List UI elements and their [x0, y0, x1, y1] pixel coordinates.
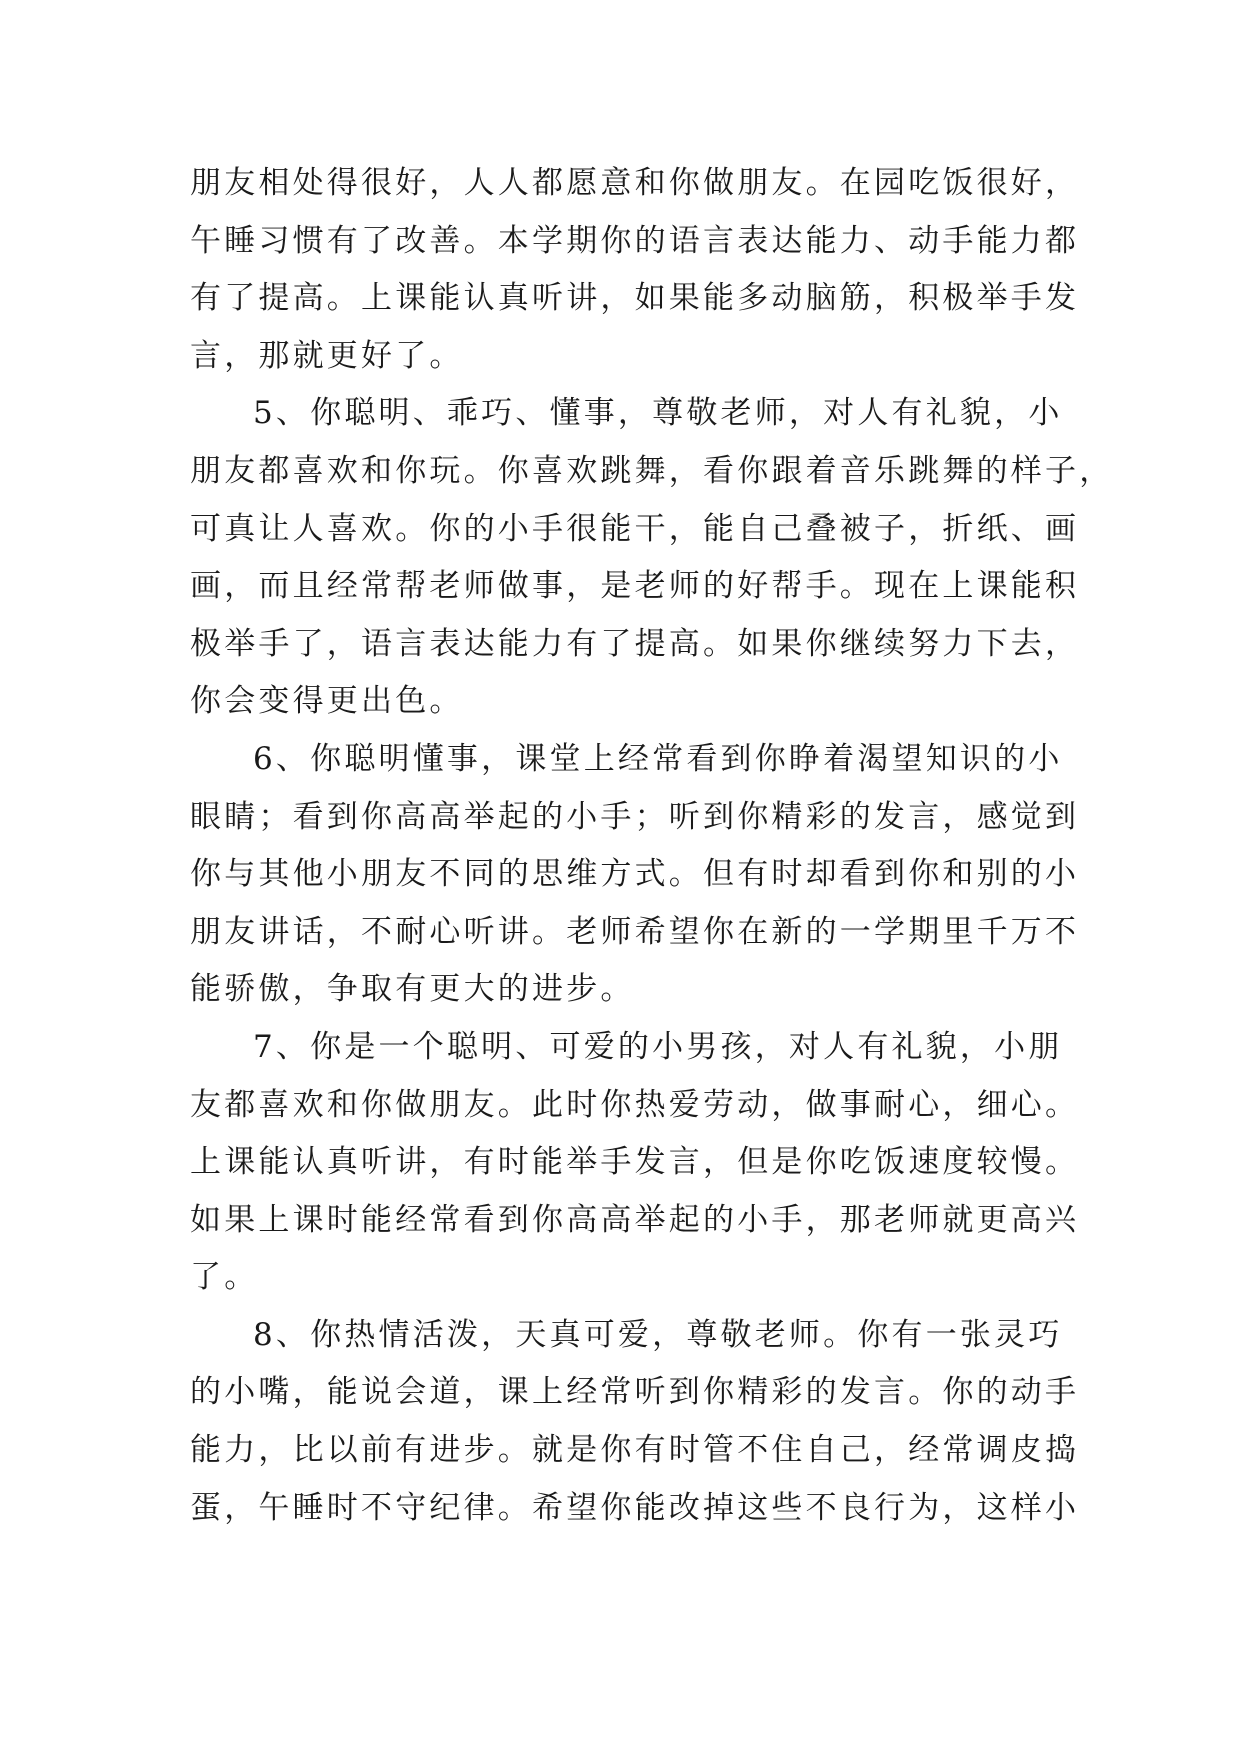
- document-body: [190, 155, 1114, 1537]
- text-line: 蛋，午睡时不守纪律。希望你能改掉这些不良行为，这样小: [190, 1489, 1080, 1526]
- paragraph-item-8: [190, 1307, 1080, 1537]
- paragraph-item-6: [190, 731, 1080, 1019]
- text-line: 你与其他小朋友不同的思维方式。但有时却看到你和别的小: [190, 856, 1080, 893]
- text-line: 朋友讲话，不耐心听讲。老师希望你在新的一学期里千万不: [190, 913, 1080, 950]
- text-line: 如果上课时能经常看到你高高举起的小手，那老师就更高兴: [190, 1201, 1080, 1238]
- paragraph-item-7: [190, 1019, 1080, 1307]
- text-line: 你会变得更出色。: [190, 683, 464, 720]
- paragraph-item-5: [190, 385, 1114, 731]
- text-line: 友都喜欢和你做朋友。此时你热爱劳动，做事耐心，细心。: [190, 1086, 1080, 1123]
- text-line: 的小嘴，能说会道，课上经常听到你精彩的发言。你的动手: [190, 1374, 1080, 1411]
- text-line: 有了提高。上课能认真听讲，如果能多动脑筋，积极举手发: [190, 280, 1080, 317]
- text-line: 可真让人喜欢。你的小手很能干，能自己叠被子，折纸、画: [190, 510, 1080, 547]
- text-line: 能骄傲，争取有更大的进步。: [190, 971, 635, 1008]
- text-line: 上课能认真听讲，有时能举手发言，但是你吃饭速度较慢。: [190, 1144, 1080, 1181]
- text-line: 朋友都喜欢和你玩。你喜欢跳舞，看你跟着音乐跳舞的样子，: [190, 452, 1114, 489]
- text-line: 画，而且经常帮老师做事，是老师的好帮手。现在上课能积: [190, 568, 1080, 605]
- paragraph-continuation: [190, 155, 1080, 385]
- text-line: 眼睛；看到你高高举起的小手；听到你精彩的发言，感觉到: [190, 798, 1080, 835]
- text-line: 6、你聪明懂事，课堂上经常看到你睁着渴望知识的小: [253, 740, 1063, 777]
- text-line: 8、你热情活泼，天真可爱，尊敬老师。你有一张灵巧: [253, 1316, 1063, 1353]
- text-line: 了。: [190, 1259, 259, 1296]
- text-line: 午睡习惯有了改善。本学期你的语言表达能力、动手能力都: [190, 222, 1080, 259]
- text-line: 朋友相处得很好，人人都愿意和你做朋友。在园吃饭很好，: [190, 165, 1080, 201]
- text-line: 能力，比以前有进步。就是你有时管不住自己，经常调皮捣: [190, 1432, 1080, 1469]
- text-line: 7、你是一个聪明、可爱的小男孩，对人有礼貌，小朋: [253, 1028, 1063, 1065]
- text-line: 5、你聪明、乖巧、懂事，尊敬老师，对人有礼貌，小: [253, 395, 1063, 432]
- text-line: 极举手了，语言表达能力有了提高。如果你继续努力下去，: [190, 625, 1080, 662]
- text-line: 言，那就更好了。: [190, 337, 464, 374]
